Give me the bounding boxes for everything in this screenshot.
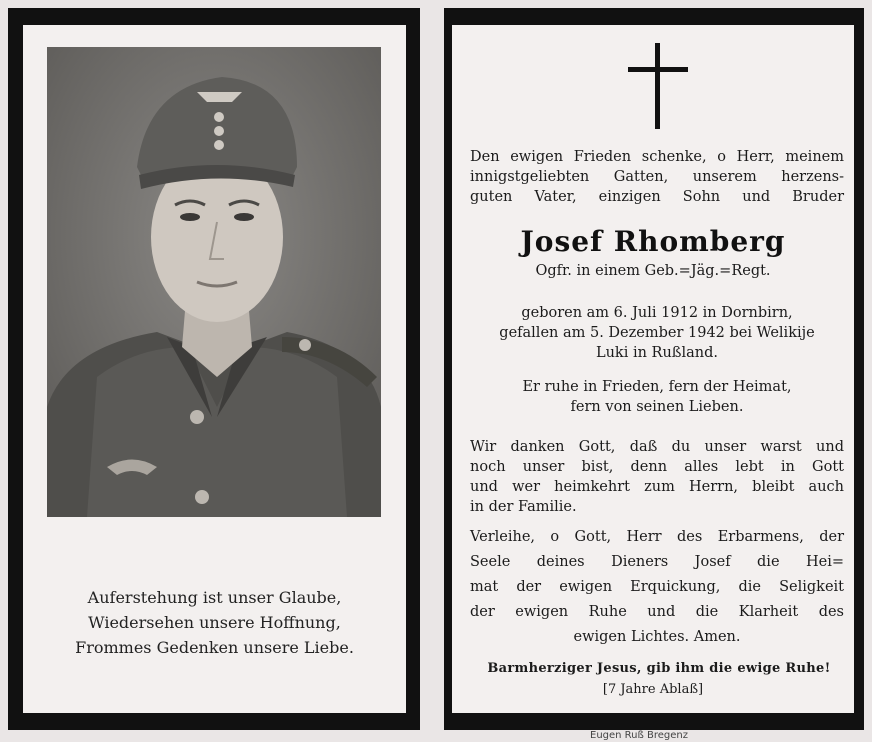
life-line: geboren am 6. Juli 1912 in Dornbirn, [521, 305, 793, 321]
right-card-inner [452, 25, 854, 713]
life-line: Luki in Rußland. [595, 345, 719, 361]
motto [23, 585, 406, 660]
life-line: gefallen am 5. Dezember 1942 bei Welikije [499, 325, 815, 341]
rest-line: fern von seinen Lieben. [570, 399, 744, 415]
left-card-inner [23, 25, 406, 713]
rest-text [470, 377, 844, 417]
motto-line: Frommes Gedenken unsere Liebe. [75, 638, 354, 657]
left-card [8, 8, 420, 730]
motto-line: Auferstehung ist unser Glaube, [87, 588, 342, 607]
deceased-name: Josef Rhomberg [520, 225, 786, 258]
printer-credit: Eugen Ruß Bregenz [590, 730, 688, 741]
indulgence-note: [7 Jahre Ablaß] [602, 682, 704, 697]
prayer-text [470, 525, 844, 650]
prayer-line: Verleihe, o Gott, Herr des Erbarmens, der [470, 529, 844, 545]
soldier-photo [47, 47, 381, 517]
intro-line: guten Vater, einzigen Sohn und Bruder [470, 189, 844, 205]
intro-line: innigstgeliebten Gatten, unserem herzens- [470, 169, 844, 185]
prayer-line: Seele deines Dieners Josef die Hei= [470, 554, 844, 570]
closing-prayer: Barmherziger Jesus, gib ihm die ewige Ruhe! [487, 661, 831, 676]
cross-icon [628, 43, 688, 129]
intro-text [470, 147, 844, 207]
soldier-portrait-illustration [47, 47, 381, 517]
motto-line: Wiedersehen unsere Hoffnung, [88, 613, 341, 632]
thanks-line: noch unser bist, denn alles lebt in Gott [470, 459, 844, 475]
rest-line: Er ruhe in Frieden, fern der Heimat, [522, 379, 792, 395]
prayer-line: mat der ewigen Erquickung, die Seligkeit [470, 579, 844, 595]
right-card [444, 8, 864, 730]
thanks-line: und wer heimkehrt zum Herrn, bleibt auch [470, 479, 844, 495]
life-dates [470, 303, 844, 363]
thanks-line: in der Familie. [470, 499, 577, 515]
thanks-line: Wir danken Gott, daß du unser warst und [470, 439, 844, 455]
intro-line: Den ewigen Frieden schenke, o Herr, meinem [470, 149, 844, 165]
prayer-line: der ewigen Ruhe und die Klarheit des [470, 604, 844, 620]
military-rank: Ogfr. in einem Geb.=Jäg.=Regt. [535, 263, 771, 279]
thanks-text [470, 437, 844, 517]
prayer-line: ewigen Lichtes. Amen. [573, 629, 741, 645]
